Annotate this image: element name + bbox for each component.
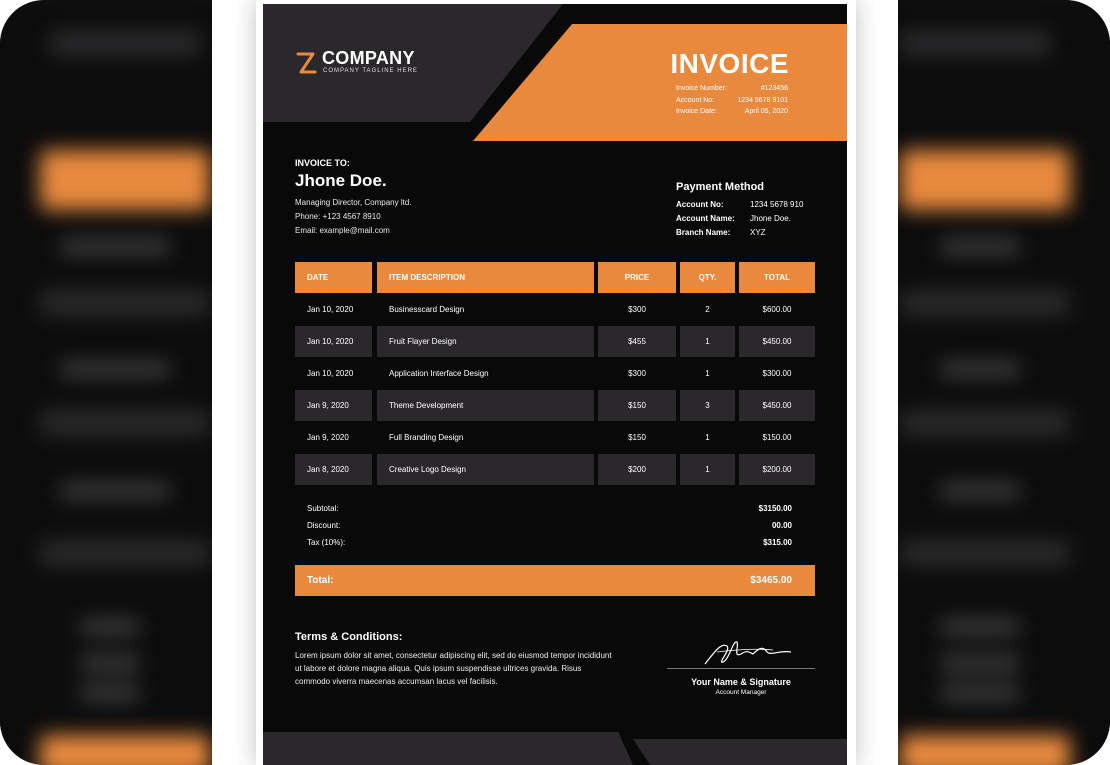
- tax-value: $315.00: [763, 538, 792, 547]
- footer-panel-right: [633, 739, 847, 765]
- table-cell-price: $200: [598, 454, 676, 485]
- signature-icon: [703, 634, 793, 670]
- table-cell-qty: 1: [705, 433, 710, 442]
- subtotal-label: Subtotal:: [307, 504, 339, 513]
- signature-line: [667, 668, 815, 669]
- payment-value: XYZ: [750, 228, 766, 237]
- table-cell-date: Jan 9, 2020: [295, 390, 372, 421]
- client-name: Jhone Doe.: [295, 171, 387, 190]
- table-cell-qty: 1: [705, 369, 710, 378]
- client-email: Email: example@mail.com: [295, 226, 390, 235]
- table-cell-description: Fruit Flayer Design: [377, 326, 594, 357]
- terms-title: Terms & Conditions:: [295, 631, 403, 643]
- table-cell-description: Creative Logo Design: [377, 454, 594, 485]
- table-cell-date: Jan 10, 2020: [307, 369, 354, 378]
- subtotal-value: $3150.00: [758, 504, 792, 513]
- meta-label: Invoice Number:: [676, 85, 727, 92]
- payment-label: Account No:: [676, 200, 724, 209]
- signature-name: Your Name & Signature: [691, 677, 791, 687]
- table-cell-description: Application Interface Design: [389, 369, 489, 378]
- invoice-title: INVOICE: [670, 48, 789, 79]
- total-label: Total:: [307, 575, 334, 586]
- table-cell-total: $150.00: [762, 433, 792, 442]
- payment-value: 1234 5678 910: [750, 200, 804, 209]
- total-bar: [295, 565, 815, 596]
- table-cell-price: $455: [598, 326, 676, 357]
- blurred-left-preview: [0, 0, 230, 765]
- table-cell-total: $450.00: [739, 326, 815, 357]
- table-cell-total: $450.00: [739, 390, 815, 421]
- column-header-date: DATE: [295, 262, 372, 293]
- table-cell-description: Theme Development: [377, 390, 594, 421]
- table-cell-qty: 2: [705, 305, 710, 314]
- meta-label: Account No:: [676, 97, 715, 104]
- table-cell-price: $150: [598, 390, 676, 421]
- bill-to-label: INVOICE TO:: [295, 158, 350, 168]
- blurred-right-preview: [880, 0, 1110, 765]
- company-name: COMPANY: [322, 48, 415, 68]
- table-cell-date: Jan 8, 2020: [295, 454, 372, 485]
- table-cell-total: $600.00: [762, 305, 792, 314]
- total-value: $3465.00: [750, 575, 792, 586]
- footer-panel-left: [263, 732, 633, 765]
- table-cell-total: $200.00: [739, 454, 815, 485]
- terms-text: Lorem ipsum dolor sit amet, consectetur adipiscing elit, sed do eiusmod tempor incididunt ut labore et dolore magna aliqua. Quis ipsum suspendisse ultrices gravida. Risus commodo viverra maecenas accumsan lacus vel facilisis.: [295, 651, 612, 686]
- discount-label: Discount:: [307, 521, 341, 530]
- client-phone: Phone: +123 4567 8910: [295, 212, 381, 221]
- table-cell-qty: 1: [680, 454, 735, 485]
- payment-label: Branch Name:: [676, 228, 731, 237]
- company-tagline: COMPANY TAGLINE HERE: [323, 68, 418, 74]
- table-cell-qty: 1: [680, 326, 735, 357]
- invoice-page: [263, 4, 847, 765]
- client-detail: Managing Director, Company ltd.: [295, 198, 412, 207]
- table-cell-description: Businesscard Design: [389, 305, 465, 314]
- table-cell-price: $300: [628, 369, 646, 378]
- table-cell-date: Jan 10, 2020: [307, 305, 354, 314]
- table-cell-price: $150: [628, 433, 646, 442]
- meta-value: 1234 5678 9101: [737, 97, 788, 104]
- column-header-qty: QTY.: [680, 262, 735, 293]
- table-cell-date: Jan 9, 2020: [307, 433, 349, 442]
- payment-label: Account Name:: [676, 214, 735, 223]
- signature-role: Account Manager: [715, 689, 767, 696]
- meta-value: #123456: [760, 85, 788, 92]
- payment-value: Jhone Doe.: [750, 214, 791, 223]
- table-cell-price: $300: [628, 305, 646, 314]
- meta-value: April 05, 2020: [744, 108, 788, 115]
- payment-method-title: Payment Method: [676, 181, 765, 193]
- table-cell-total: $300.00: [762, 369, 792, 378]
- table-cell-qty: 3: [680, 390, 735, 421]
- column-header-price: PRICE: [598, 262, 676, 293]
- company-logo-icon: [295, 50, 317, 76]
- table-cell-description: Full Branding Design: [389, 433, 464, 442]
- discount-value: 00.00: [771, 521, 792, 530]
- column-header-description: ITEM DESCRIPTION: [377, 262, 594, 293]
- table-cell-date: Jan 10, 2020: [295, 326, 372, 357]
- tax-label: Tax (10%):: [307, 538, 346, 547]
- meta-label: Invoice Date:: [676, 108, 717, 115]
- column-header-total: TOTAL: [739, 262, 815, 293]
